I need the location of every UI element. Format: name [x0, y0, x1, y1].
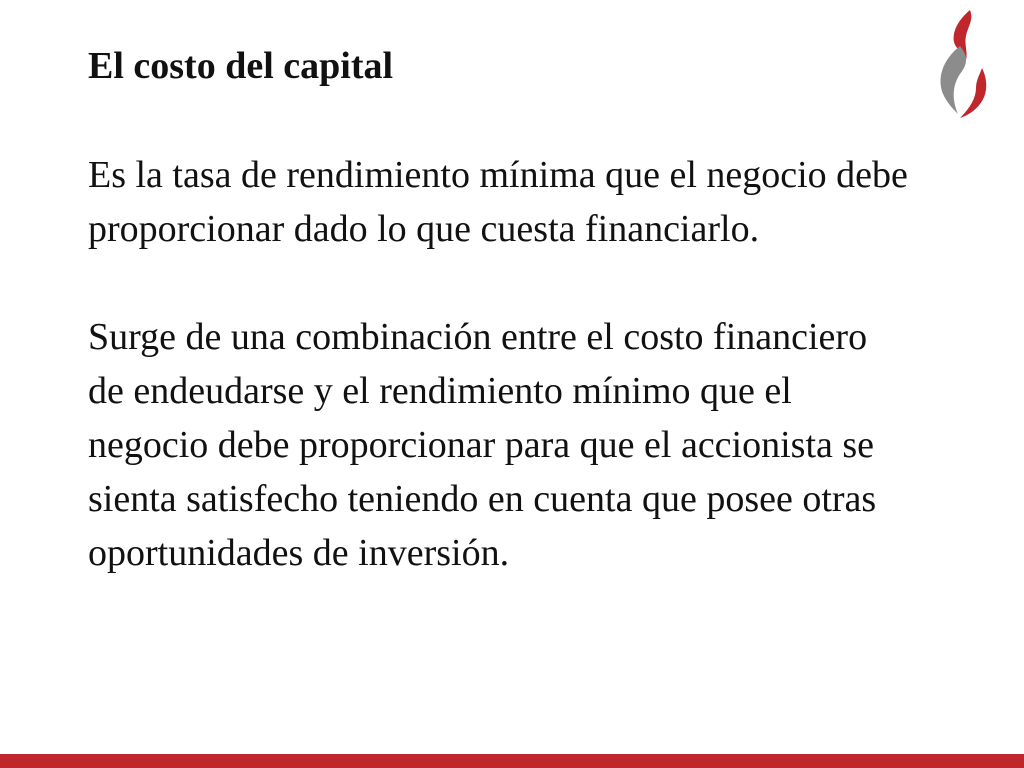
explanation-paragraph: Surge de una combinación entre el costo financiero de endeudarse y el rendimiento mínimo que el negocio debe proporcionar para que el accionista se sienta satisfecho teniendo en cuenta que posee otras oportunidades de inversión.: [88, 316, 877, 574]
slide-title: El costo del capital: [88, 45, 394, 87]
definition-paragraph: Es la tasa de rendimiento mínima que el negocio debe proporcionar dado lo que cuesta financiarlo.: [88, 154, 908, 250]
bottom-accent-bar: [0, 754, 1024, 768]
flame-gray-icon: [941, 46, 967, 114]
flame-red-bottom-icon: [960, 68, 986, 118]
flame-logo-icon: [930, 8, 996, 118]
slide-content: [88, 40, 948, 580]
